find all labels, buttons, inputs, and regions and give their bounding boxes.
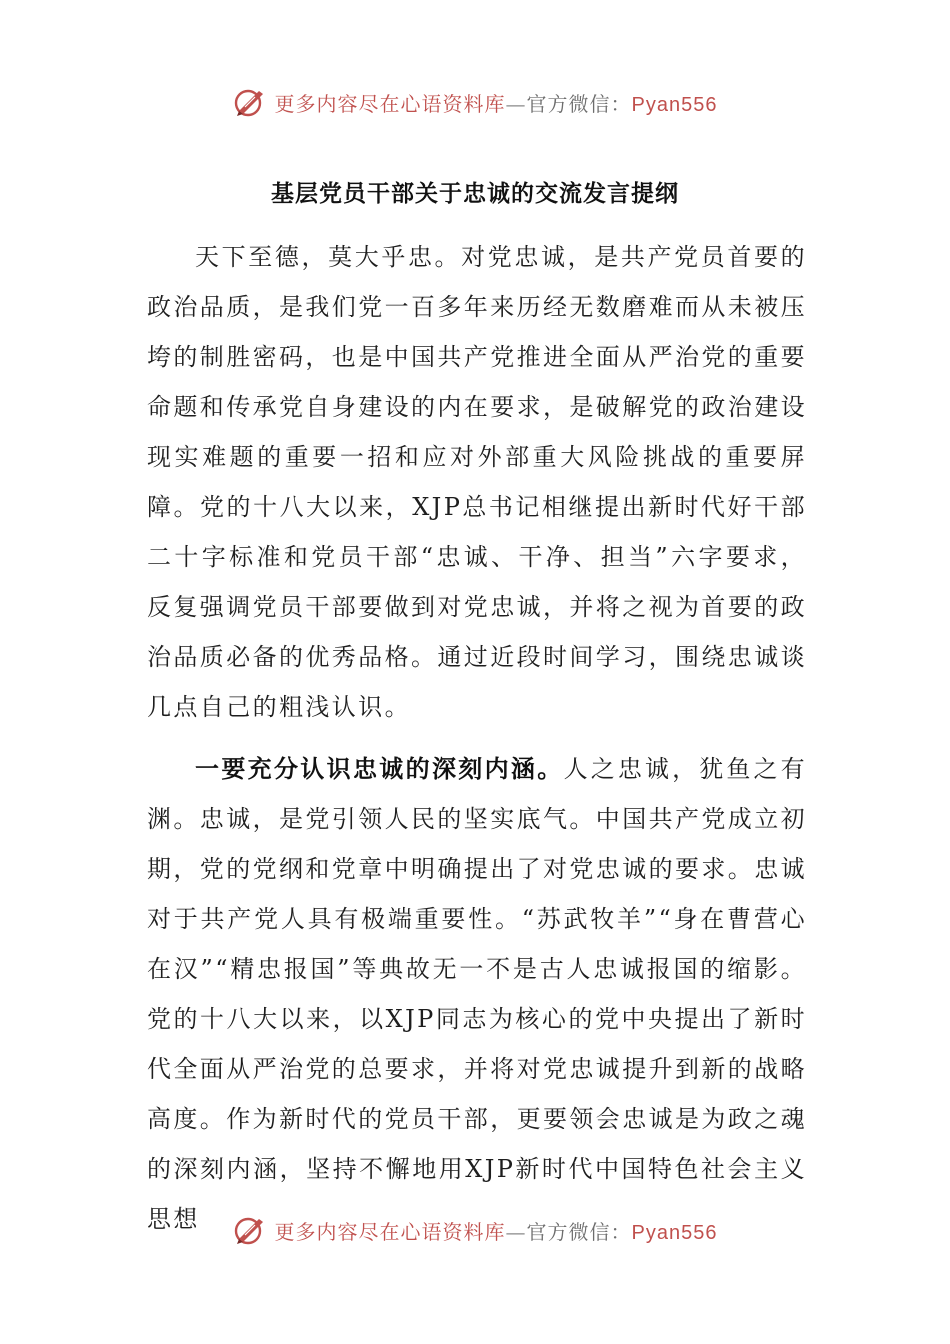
section-one-heading: 一要充分认识忠诚的深刻内涵。 bbox=[195, 755, 564, 783]
banner-wechat-label: 官方微信： bbox=[526, 1219, 632, 1244]
banner-wechat-handle: Pyan556 bbox=[631, 1221, 718, 1244]
header-watermark-banner bbox=[0, 80, 950, 124]
banner-dash: — bbox=[505, 91, 527, 116]
section-one-body: 人之忠诚，犹鱼之有渊。忠诚，是党引领人民的坚实底气。中国共产党成立初期，党的党纲和党章中明确提出了对党忠诚的要求。忠诚对于共产党人具有极端重要性。“苏武牧羊”“身在曹营心在汉”“精忠报国”等典故无一不是古人忠诚报国的缩影。党的十八大以来，以XJP同志为核心的党中央提出了新时代全面从严治党的总要求，并将对党忠诚提升到新的战略高度。作为新时代的党员干部，更要领会忠诚是为政之魂的深刻内涵，坚持不懈地用XJP新时代中国特色社会主义思想 bbox=[147, 755, 807, 1233]
footer-watermark-banner bbox=[0, 1208, 950, 1252]
banner-dash: — bbox=[505, 1219, 527, 1244]
paragraph-section-one bbox=[147, 744, 807, 1244]
banner-wechat-handle: Pyan556 bbox=[631, 93, 718, 116]
document-title: 基层党员干部关于忠诚的交流发言提纲 bbox=[271, 181, 679, 207]
banner-text bbox=[275, 1216, 718, 1245]
document-body bbox=[147, 232, 807, 1244]
banner-text bbox=[275, 88, 718, 117]
pen-circle-logo-icon bbox=[233, 1213, 267, 1247]
banner-wechat-label: 官方微信： bbox=[526, 91, 632, 116]
pen-circle-logo-icon bbox=[233, 85, 267, 119]
banner-site-text: 更多内容尽在心语资料库 bbox=[274, 1219, 506, 1244]
banner-site-text: 更多内容尽在心语资料库 bbox=[274, 91, 506, 116]
paragraph-intro: 天下至德，莫大乎忠。对党忠诚，是共产党员首要的政治品质，是我们党一百多年来历经无数磨难而从未被压垮的制胜密码，也是中国共产党推进全面从严治党的重要命题和传承党自身建设的内在要求，是破解党的政治建设现实难题的重要一招和应对外部重大风险挑战的重要屏障。党的十八大以来，XJP总书记相继提出新时代好干部二十字标准和党员干部“忠诚、干净、担当”六字要求，反复强调党员干部要做到对党忠诚，并将之视为首要的政治品质必备的优秀品格。通过近段时间学习，围绕忠诚谈几点自己的粗浅认识。 bbox=[147, 243, 807, 721]
